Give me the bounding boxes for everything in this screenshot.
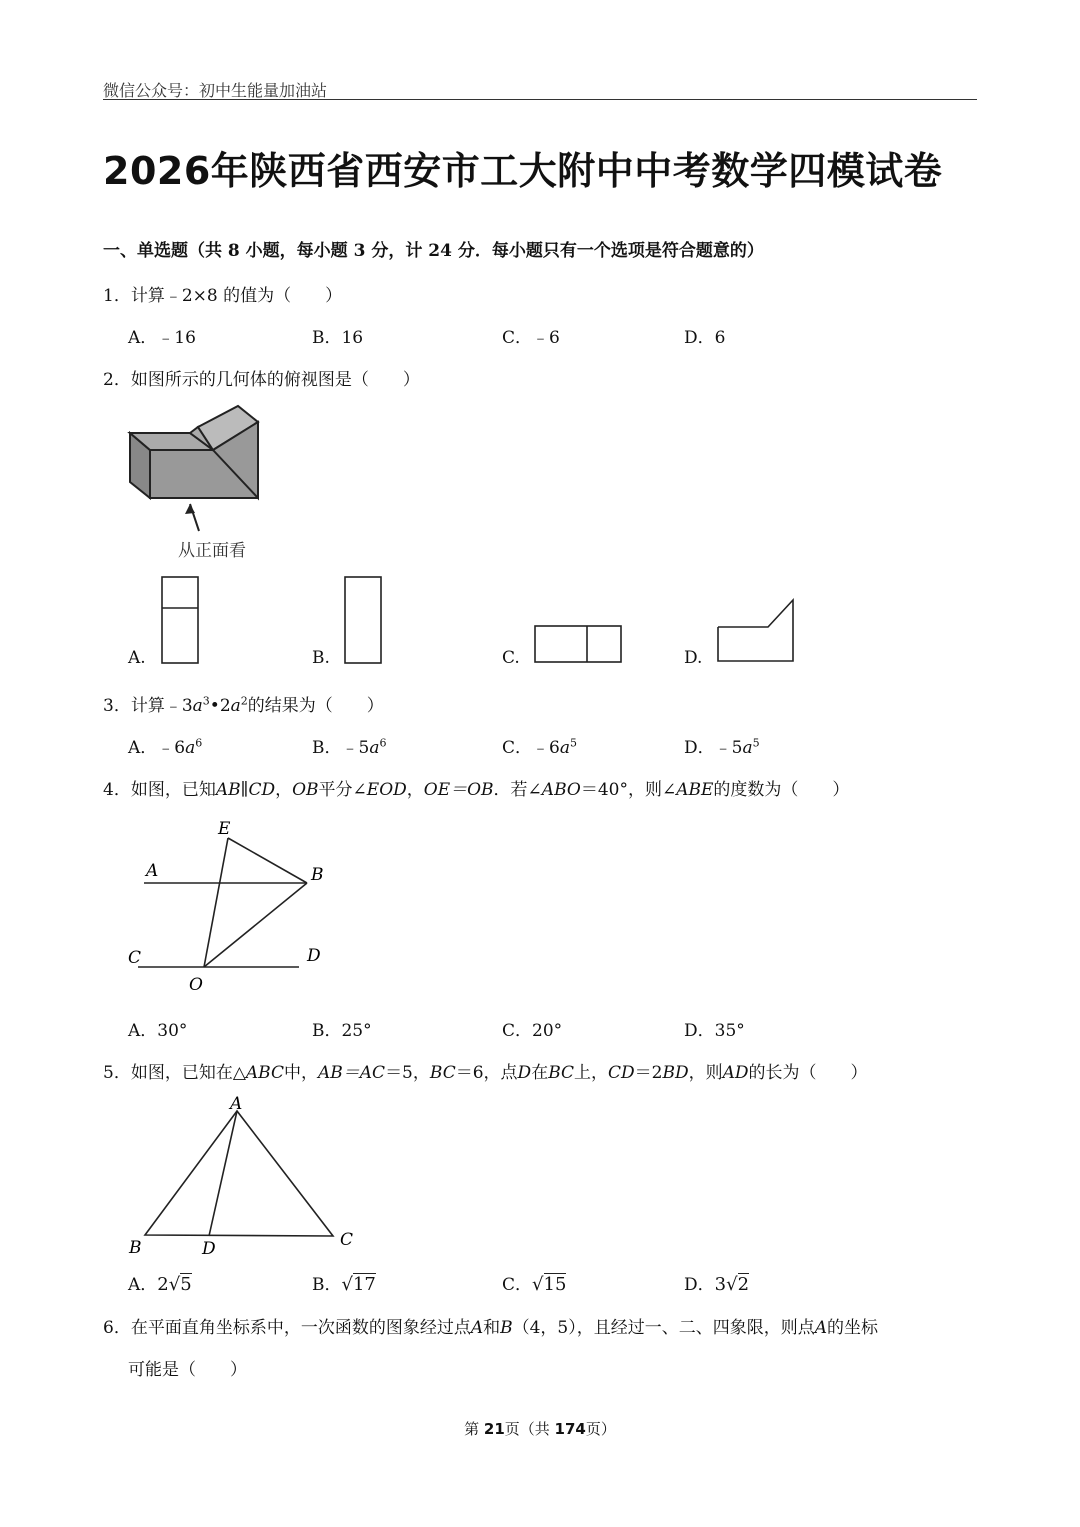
q1-option-c: C．﹣6 bbox=[502, 328, 560, 348]
exponent: 2 bbox=[240, 694, 248, 708]
q4-option-b: B．25° bbox=[312, 1021, 372, 1041]
q5-option-a: A．2√5 bbox=[128, 1274, 192, 1295]
segment-ob bbox=[204, 883, 307, 967]
sqrt-sign: √ bbox=[168, 1274, 181, 1295]
q2-option-b-label: B. bbox=[312, 648, 330, 668]
q4-option-c: C．20° bbox=[502, 1021, 563, 1041]
label-c: C bbox=[340, 1230, 354, 1250]
q2-option-d-figure bbox=[715, 597, 799, 667]
figure-caption: 从正面看 bbox=[178, 541, 246, 561]
page-title: 2026年陕西省西安市工大附中中考数学四模试卷 bbox=[103, 149, 943, 193]
view-arrow-head bbox=[185, 504, 195, 514]
question-5: 5．如图，已知在△ABC中，AB＝AC＝5，BC＝6，点D在BC上，CD＝2BD，则AD的长为（ ） bbox=[103, 1063, 868, 1083]
variable-a: a bbox=[192, 696, 203, 716]
q2-option-c-label: C. bbox=[502, 648, 520, 668]
question-3 bbox=[103, 691, 384, 716]
exponent: 3 bbox=[202, 694, 210, 708]
triangle-abc bbox=[145, 1111, 333, 1236]
q3-option-b: B．$﹣5a^6$ bbox=[312, 736, 387, 758]
q3-option-d: D．$﹣5a^5$ bbox=[684, 736, 760, 758]
segment-oe bbox=[204, 838, 228, 967]
header-divider bbox=[103, 99, 977, 100]
sqrt-sign: √ bbox=[726, 1274, 738, 1295]
q5-triangle-figure bbox=[120, 1090, 370, 1260]
q2-option-a-figure bbox=[160, 575, 202, 667]
sqrt-sign: √ bbox=[341, 1274, 353, 1295]
question-number: 4． bbox=[103, 780, 131, 800]
label-a: A bbox=[146, 861, 159, 881]
q3-option-c: C．$﹣6a^5$ bbox=[502, 736, 577, 758]
label-o: O bbox=[189, 975, 203, 995]
q5-option-d: D．3√2 bbox=[684, 1274, 750, 1295]
question-number: 2． bbox=[103, 370, 131, 390]
q2-option-b-figure bbox=[343, 575, 385, 667]
q2-option-c-figure bbox=[533, 624, 625, 666]
q4-option-d: D．35° bbox=[684, 1021, 745, 1041]
stem-text: 计算﹣3 bbox=[130, 696, 193, 716]
q5-option-c: C．√15 bbox=[502, 1274, 567, 1295]
page-number: 21 bbox=[483, 1420, 505, 1438]
q2-option-d-label: D. bbox=[684, 648, 703, 668]
label-b: B bbox=[311, 865, 324, 885]
question-stem: 如图所示的几何体的俯视图是（ ） bbox=[130, 370, 420, 390]
header-text: 微信公众号：初中生能量加油站 bbox=[103, 81, 328, 100]
label-d: D bbox=[307, 946, 321, 966]
label-d: D bbox=[202, 1239, 216, 1259]
question-number: 6． bbox=[103, 1318, 131, 1338]
q4-option-a: A．30° bbox=[128, 1021, 188, 1041]
q4-parallel-lines-figure bbox=[120, 812, 340, 998]
question-number: 3． bbox=[103, 696, 131, 716]
q5-option-b: B．√17 bbox=[312, 1274, 376, 1295]
question-stem: 计算﹣2×8 的值为（ ） bbox=[130, 286, 343, 306]
question-2 bbox=[103, 365, 420, 390]
label-b: B bbox=[129, 1238, 142, 1258]
page-footer: 第 21页（共 174页） bbox=[464, 1420, 616, 1438]
question-4: 4．如图，已知AB∥CD，OB平分∠EOD，OE＝OB．若∠ABO＝40°，则∠ABE的度数为（ ） bbox=[103, 780, 850, 800]
question-1 bbox=[103, 281, 342, 306]
page-total: 174 bbox=[554, 1420, 586, 1438]
question-6: 6．在平面直角坐标系中，一次函数的图象经过点A和B（4，5），且经过一、二、四象限，则点A的坐标 bbox=[103, 1318, 879, 1338]
label-e: E bbox=[218, 819, 231, 839]
q1-option-b: B．16 bbox=[312, 328, 364, 348]
stem-text: •2 bbox=[209, 696, 231, 716]
q1-option-d: D．6 bbox=[684, 328, 726, 348]
question-6-line-2: 可能是（ ） bbox=[128, 1360, 247, 1380]
variable-a: a bbox=[230, 696, 241, 716]
sqrt-sign: √ bbox=[532, 1274, 544, 1295]
q1-option-a: A．﹣16 bbox=[128, 328, 196, 348]
label-c: C bbox=[128, 948, 142, 968]
question-number: 5． bbox=[103, 1063, 131, 1083]
stem-text: 的结果为（ ） bbox=[247, 696, 384, 716]
question-number: 1． bbox=[103, 286, 131, 306]
q2-option-a-label: A. bbox=[128, 648, 146, 668]
q3-option-a: A．$﹣6a^6$ bbox=[128, 736, 203, 758]
section-heading: 一、单选题（共 8 小题，每小题 3 分，计 24 分．每小题只有一个选项是符合题意的） bbox=[103, 241, 764, 261]
segment-eb bbox=[228, 838, 307, 883]
label-a: A bbox=[230, 1094, 243, 1114]
